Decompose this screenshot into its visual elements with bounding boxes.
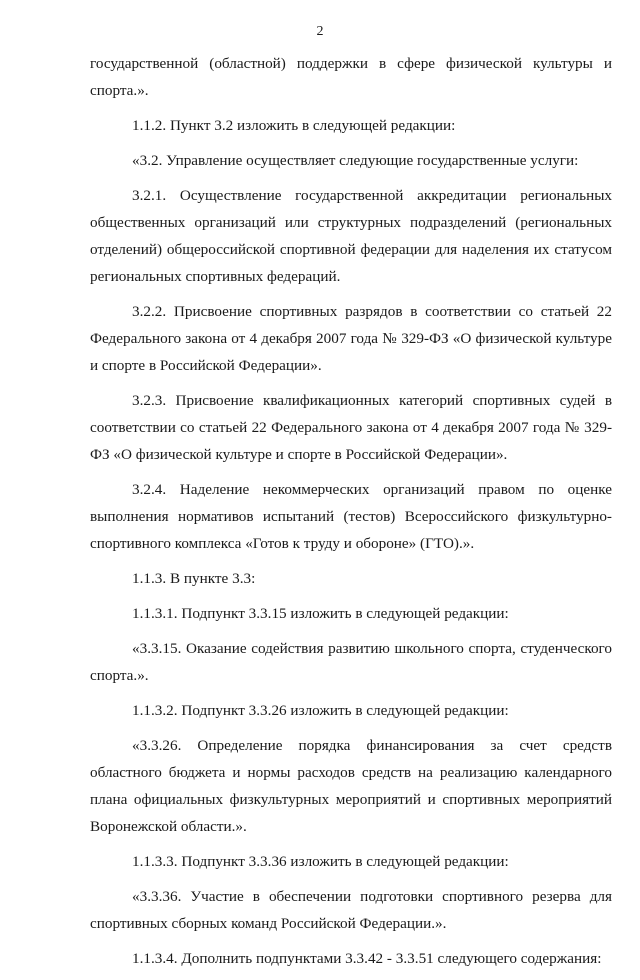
paragraph-3-3-15: «3.3.15. Оказание содействия развитию школьного спорта, студенческого спорта.». bbox=[90, 640, 612, 684]
paragraph-3-3-36: «3.3.36. Участие в обеспечении подготовки спортивного резерва для спортивных сборных команд Российской Федерации.». bbox=[90, 888, 612, 932]
paragraph-3-3-26: «3.3.26. Определение порядка финансирования за счет средств областного бюджета и нормы расходов средств на реализацию календарного плана официальных физкультурных мероприятий и спортивных мероприятий Воронежской области.». bbox=[90, 737, 612, 835]
paragraph-1-1-3-4: 1.1.3.4. Дополнить подпунктами 3.3.42 - 3.3.51 следующего содержания: bbox=[132, 950, 602, 967]
paragraph-1-1-3-2: 1.1.3.2. Подпункт 3.3.26 изложить в следующей редакции: bbox=[132, 702, 509, 719]
page-number: 2 bbox=[316, 24, 324, 39]
paragraph-1-1-3-3: 1.1.3.3. Подпункт 3.3.36 изложить в следующей редакции: bbox=[132, 853, 509, 870]
document-body bbox=[90, 50, 612, 980]
paragraph-continuation: государственной (областной) поддержки в сфере физической культуры и спорта.». bbox=[90, 55, 612, 99]
paragraph-3-2-4: 3.2.4. Наделение некоммерческих организаций правом по оценке выполнения нормативов испытаний (тестов) Всероссийского физкультурно-спортивного комплекса «Готов к труду и обороне» (ГТО).». bbox=[90, 481, 612, 552]
paragraph-1-1-3-1: 1.1.3.1. Подпункт 3.3.15 изложить в следующей редакции: bbox=[132, 605, 509, 622]
paragraph-3-2-2: 3.2.2. Присвоение спортивных разрядов в соответствии со статьей 22 Федерального закона от 4 декабря 2007 года № 329-ФЗ «О физической культуре и спорте в Российской Федерации». bbox=[90, 303, 612, 374]
paragraph-3-2-1: 3.2.1. Осуществление государственной аккредитации региональных общественных организаций или структурных подразделений (региональных отделений) общероссийской спортивной федерации для наделения их статусом региональных спортивных федераций. bbox=[90, 187, 612, 285]
paragraph-3-2: «3.2. Управление осуществляет следующие государственные услуги: bbox=[132, 152, 579, 169]
paragraph-1-1-3: 1.1.3. В пункте 3.3: bbox=[132, 570, 256, 587]
paragraph-3-2-3: 3.2.3. Присвоение квалификационных категорий спортивных судей в соответствии со статьей 22 Федерального закона от 4 декабря 2007 года № 329-ФЗ «О физической культуре и спорте в Российской Федерации». bbox=[90, 392, 612, 463]
paragraph-1-1-2: 1.1.2. Пункт 3.2 изложить в следующей редакции: bbox=[132, 117, 456, 134]
